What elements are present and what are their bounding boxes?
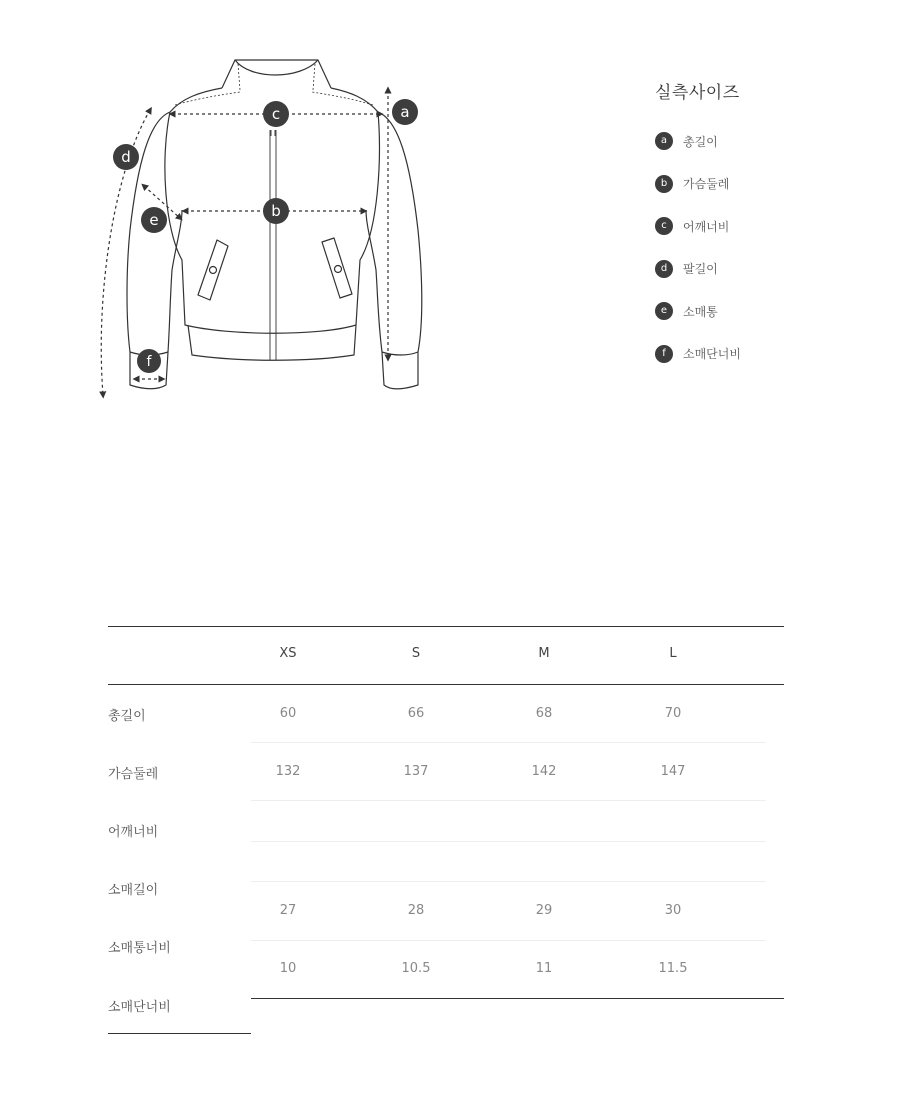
row-label: 가슴둘레 xyxy=(108,767,159,782)
table-cell: 10.5 xyxy=(401,961,431,976)
row-label: 소매통너비 xyxy=(108,941,171,956)
row-label: 어깨너비 xyxy=(108,825,159,840)
legend-badge: a xyxy=(655,132,673,150)
legend-item-c xyxy=(655,216,741,236)
legend-badge: b xyxy=(655,175,673,193)
table-cell: 66 xyxy=(407,706,425,721)
legend-label: 가슴둘레 xyxy=(683,177,730,191)
legend-badge: e xyxy=(655,302,673,320)
table-cell: 70 xyxy=(664,706,682,721)
table-top-rule xyxy=(108,626,784,627)
legend-label: 어깨너비 xyxy=(683,219,730,234)
svg-text:d: d xyxy=(121,148,131,166)
legend-item-a xyxy=(655,131,741,151)
row-divider xyxy=(251,742,766,743)
table-cell: 29 xyxy=(535,903,553,918)
marker-b xyxy=(263,198,289,224)
table-cell: 147 xyxy=(660,764,686,779)
column-header-l: L xyxy=(669,646,677,661)
legend-item-d xyxy=(655,259,741,279)
row-divider xyxy=(251,940,766,941)
row-label: 총길이 xyxy=(108,709,146,724)
marker-d xyxy=(113,144,139,170)
table-cell: 137 xyxy=(403,764,429,779)
row-divider xyxy=(251,841,766,842)
svg-text:f: f xyxy=(146,354,152,370)
table-header-rule xyxy=(108,684,784,685)
row-label: 소매단너비 xyxy=(108,1000,171,1015)
marker-e xyxy=(141,207,167,233)
jacket-diagram xyxy=(90,50,440,410)
legend-label: 소매통 xyxy=(683,304,718,319)
legend-badge: f xyxy=(655,345,673,363)
legend-title: 실측사이즈 xyxy=(655,83,740,103)
legend-badge: c xyxy=(655,217,673,235)
marker-c xyxy=(263,101,289,127)
svg-text:c: c xyxy=(271,105,281,123)
table-cell: 10 xyxy=(279,961,297,976)
legend-label: 총길이 xyxy=(683,134,718,149)
row-divider xyxy=(251,881,766,882)
table-cell: 68 xyxy=(535,706,553,721)
legend-badge: d xyxy=(655,260,673,278)
legend-item-e xyxy=(655,301,741,321)
svg-text:b: b xyxy=(271,202,281,220)
table-cell: 132 xyxy=(275,764,301,779)
column-header-m: M xyxy=(538,646,550,661)
legend-label: 소매단너비 xyxy=(683,347,741,361)
size-legend xyxy=(655,78,741,386)
marker-a xyxy=(392,99,418,125)
table-cell: 60 xyxy=(279,706,297,721)
table-cell: 142 xyxy=(531,764,557,779)
row-label: 소매길이 xyxy=(108,883,159,898)
measurement-lines xyxy=(101,90,388,395)
table-cell: 11 xyxy=(535,961,553,976)
table-cell: 27 xyxy=(279,903,297,918)
legend-item-f xyxy=(655,344,741,364)
column-header-xs: XS xyxy=(279,646,297,661)
label-column-bottom-rule xyxy=(108,1033,251,1034)
svg-text:e: e xyxy=(149,211,159,229)
svg-text:a: a xyxy=(400,103,410,121)
table-bottom-rule xyxy=(251,998,784,999)
legend-item-b xyxy=(655,174,741,194)
marker-f xyxy=(137,349,161,373)
table-cell: 28 xyxy=(407,903,425,918)
column-header-s: S xyxy=(411,646,421,661)
table-cell: 11.5 xyxy=(658,961,688,976)
legend-label: 팔길이 xyxy=(683,262,718,276)
row-divider xyxy=(251,800,766,801)
table-cell: 30 xyxy=(664,903,682,918)
